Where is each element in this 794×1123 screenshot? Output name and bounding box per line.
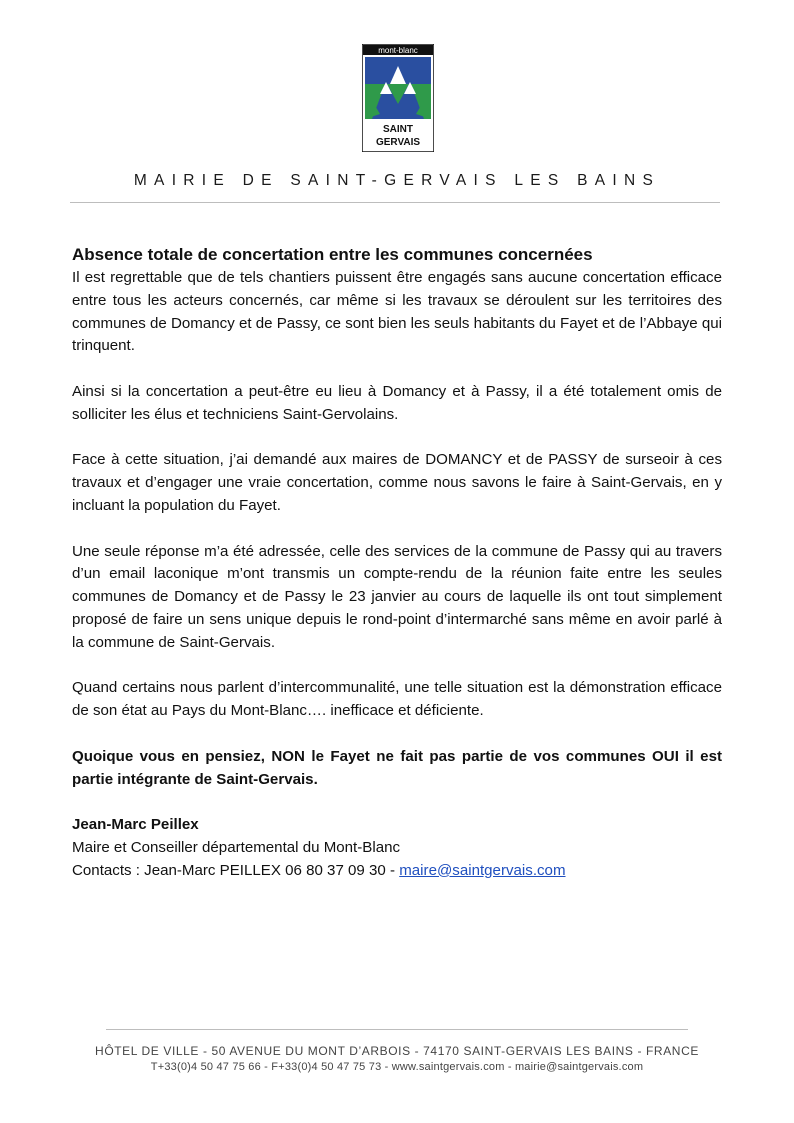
- signatory-role: Maire et Conseiller départemental du Mont-Blanc: [72, 838, 401, 856]
- paragraph-4: Une seule réponse m’a été adressée, celle des services de la commune de Passy qui au travers d’un email laconique m’ont transmis un compte-rendu de la réunion faite entre les seules communes de Domancy et de Passy le 23 janvier au cours de laquelle ils ont tout simplement proposé de faire un sens unique depuis le rond-point d’intermarché sans même en avoir parlé à la commune de Saint-Gervais.: [72, 542, 722, 651]
- logo-graphic: [362, 44, 434, 152]
- logo-name-line2: GERVAIS: [375, 137, 421, 148]
- signatory-name: Jean-Marc Peillex: [72, 816, 199, 834]
- contacts-line: [72, 860, 722, 883]
- paragraph-2: Ainsi si la concertation a peut-être eu lieu à Domancy et à Passy, il a été totalement omis de solliciter les élus et techniciens Saint-Gervolains.: [72, 382, 722, 423]
- header-divider: [70, 202, 720, 203]
- signature-block: [72, 814, 722, 882]
- email-link[interactable]: maire@saintgervais.com: [399, 861, 566, 879]
- logo-top-text: mont-blanc: [378, 46, 418, 55]
- paragraph-1: Il est regrettable que de tels chantiers puissent être engagés sans aucune concertation efficace entre tous les acteurs concernés, car même si les travaux se déroulent sur les territoires des communes de Domancy et de Passy, ce sont bien les seuls habitants du Fayet et de l’Abbaye qui trinquent.: [72, 269, 722, 355]
- saint-gervais-logo: [362, 44, 434, 152]
- section-title: Absence totale de concertation entre les communes concernées: [72, 245, 593, 264]
- letter-body: [72, 243, 722, 883]
- contacts-prefix: Contacts : Jean-Marc PEILLEX 06 80 37 09 30 -: [72, 861, 400, 879]
- bold-statement: Quoique vous en pensiez, NON le Fayet ne fait pas partie de vos communes OUI il est partie intégrante de Saint-Gervais.: [72, 747, 722, 788]
- paragraph-5: Quand certains nous parlent d’intercommunalité, une telle situation est la démonstration efficace de son état au Pays du Mont-Blanc…. inefficace et déficiente.: [72, 679, 722, 720]
- footer-address: HÔTEL DE VILLE - 50 AVENUE DU MONT D’ARBOIS - 74170 SAINT-GERVAIS LES BAINS - FRANCE: [95, 1044, 699, 1058]
- paragraph-3: Face à cette situation, j’ai demandé aux maires de DOMANCY et de PASSY de surseoir à ces travaux et d’engager une vraie concertation, comme nous savons le faire à Saint-Gervais, en y incluant la population du Fayet.: [72, 451, 722, 514]
- footer-divider: [106, 1029, 688, 1030]
- footer: [0, 1043, 794, 1075]
- footer-contacts: T+33(0)4 50 47 75 66 - F+33(0)4 50 47 75 73 - www.saintgervais.com - mairie@saintgervais.com: [150, 1061, 644, 1073]
- logo-name-line1: SAINT: [383, 124, 413, 135]
- org-title: MAIRIE DE SAINT-GERVAIS LES BAINS: [133, 172, 661, 189]
